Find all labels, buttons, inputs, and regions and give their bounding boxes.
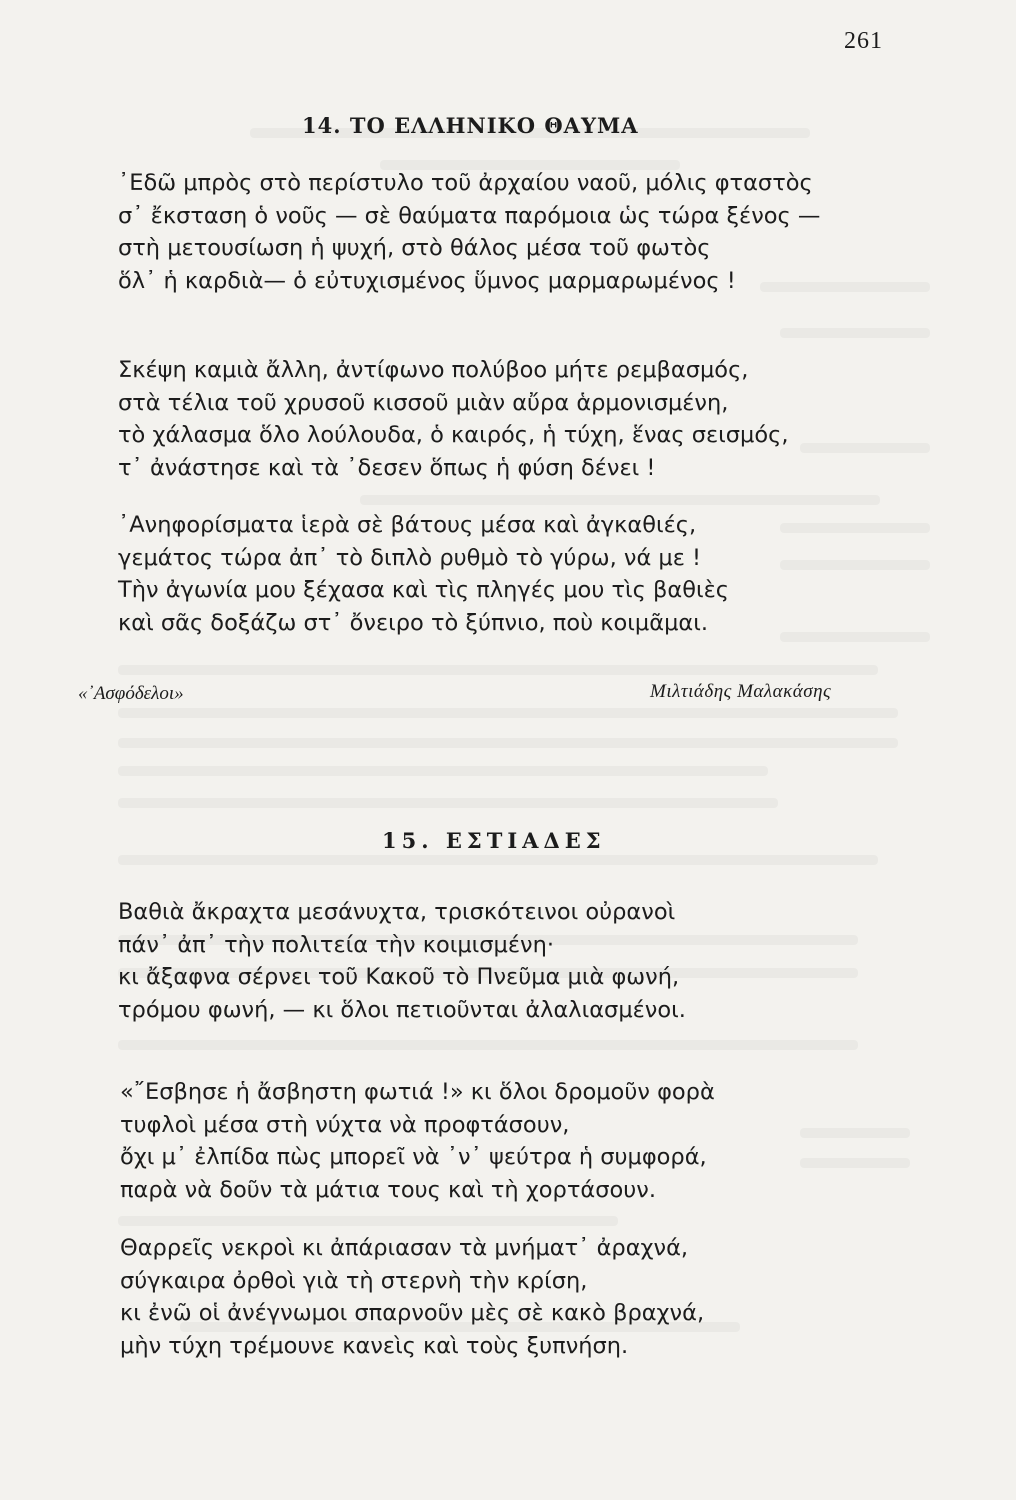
verse-line: κι ἐνῶ οἱ ἀνέγνωμοι σπαρνοῦν μὲς σὲ κακὸ βραχνά, xyxy=(120,1300,705,1326)
verse-line: ὅλ᾿ ἡ καρδιὰ— ὁ εὐτυχισμένος ὕμνος μαρμαρωμένος ! xyxy=(118,267,736,294)
stanza xyxy=(118,354,898,484)
verse-line: στὰ τέλια τοῦ χρυσοῦ κισσοῦ μιὰν αὔρα ἁρμονισμένη, xyxy=(118,389,729,416)
verse-line: σύγκαιρα ὀρθοὶ γιὰ τὴ στερνὴ τὴν κρίση, xyxy=(120,1267,588,1294)
verse-line: καὶ σᾶς δοξάζω στ᾿ ὄνειρο τὸ ξύπνιο, ποὺ κοιμᾶμαι. xyxy=(118,609,708,636)
verse-line: τυφλοὶ μέσα στὴ νύχτα νὰ προφτάσουν, xyxy=(120,1111,570,1138)
verse-line: Θαρρεῖς νεκροὶ κι ἀπάριασαν τὰ μνήματ᾿ ἀραχνά, xyxy=(120,1235,689,1261)
verse-line: στὴ μετουσίωση ἡ ψυχή, στὸ θάλος μέσα τοῦ φωτὸς xyxy=(118,235,711,261)
verse-line: ᾿Ανηφορίσματα ἱερὰ σὲ βάτους μέσα καὶ ἀγκαθιές, xyxy=(118,512,697,538)
page-number: 261 xyxy=(844,28,883,54)
verse-line: παρὰ νὰ δοῦν τὰ μάτια τους καὶ τὴ χορτάσουν. xyxy=(120,1176,656,1203)
verse-line: γεμάτος τώρα ἀπ᾿ τὸ διπλὸ ρυθμὸ τὸ γύρω, νά με ! xyxy=(118,544,702,571)
verse-line: πάν᾿ ἀπ᾿ τὴν πολιτεία τὴν κοιμισμένη· xyxy=(118,931,555,958)
stanza xyxy=(118,896,898,1026)
verse-line: κι ἄξαφνα σέρνει τοῦ Κακοῦ τὸ Πνεῦμα μιὰ φωνή, xyxy=(118,964,680,990)
verse-line: τρόμου φωνή, — κι ὅλοι πετιοῦνται ἀλαλιασμένοι. xyxy=(118,996,686,1023)
verse-line: τ᾿ ἀνάστησε καὶ τὰ ᾿δεσεν ὅπως ἡ φύση δένει ! xyxy=(118,454,656,481)
stanza xyxy=(118,509,898,639)
poem-title: 15. ΕΣΤΙΑΔΕΣ xyxy=(382,828,606,853)
stanza xyxy=(118,167,898,297)
verse-line: Σκέψη καμιὰ ἄλλη, ἀντίφωνο πολύβοο μήτε ρεμβασμός, xyxy=(118,357,749,383)
poem-source: «᾿Ασφόδελοι» xyxy=(78,683,184,704)
verse-line: τὸ χάλασμα ὅλο λούλουδα, ὁ καιρός, ἡ τύχη, ἕνας σεισμός, xyxy=(118,422,789,448)
stanza xyxy=(120,1076,900,1206)
verse-line: σ᾿ ἔκσταση ὁ νοῦς — σὲ θαύματα παρόμοια ὡς τώρα ξένος — xyxy=(118,202,821,229)
verse-line: ᾿Εδῶ μπρὸς στὸ περίστυλο τοῦ ἀρχαίου ναοῦ, μόλις φταστὸς xyxy=(118,170,813,196)
poem-author: Μιλτιάδης Μαλακάσης xyxy=(650,681,832,702)
verse-line: Βαθιὰ ἄκραχτα μεσάνυχτα, τρισκότεινοι οὐρανοὶ xyxy=(118,899,676,925)
poem-title: 14. ΤΟ ΕΛΛΗΝΙΚΟ ΘΑΥΜΑ xyxy=(302,113,639,138)
verse-line: μὴν τύχη τρέμουνε κανεὶς καὶ τοὺς ξυπνήση. xyxy=(120,1332,629,1359)
stanza xyxy=(120,1232,900,1362)
verse-line: Τὴν ἀγωνία μου ξέχασα καὶ τὶς πληγές μου τὶς βαθιὲς xyxy=(118,577,729,603)
verse-line: ὄχι μ᾿ ἐλπίδα πὼς μπορεῖ νὰ ᾿ν᾿ ψεύτρα ἡ συμφορά, xyxy=(120,1144,707,1170)
verse-line: «῎Εσβησε ἡ ἄσβηστη φωτιά !» κι ὅλοι δρομοῦν φορὰ xyxy=(120,1079,715,1105)
